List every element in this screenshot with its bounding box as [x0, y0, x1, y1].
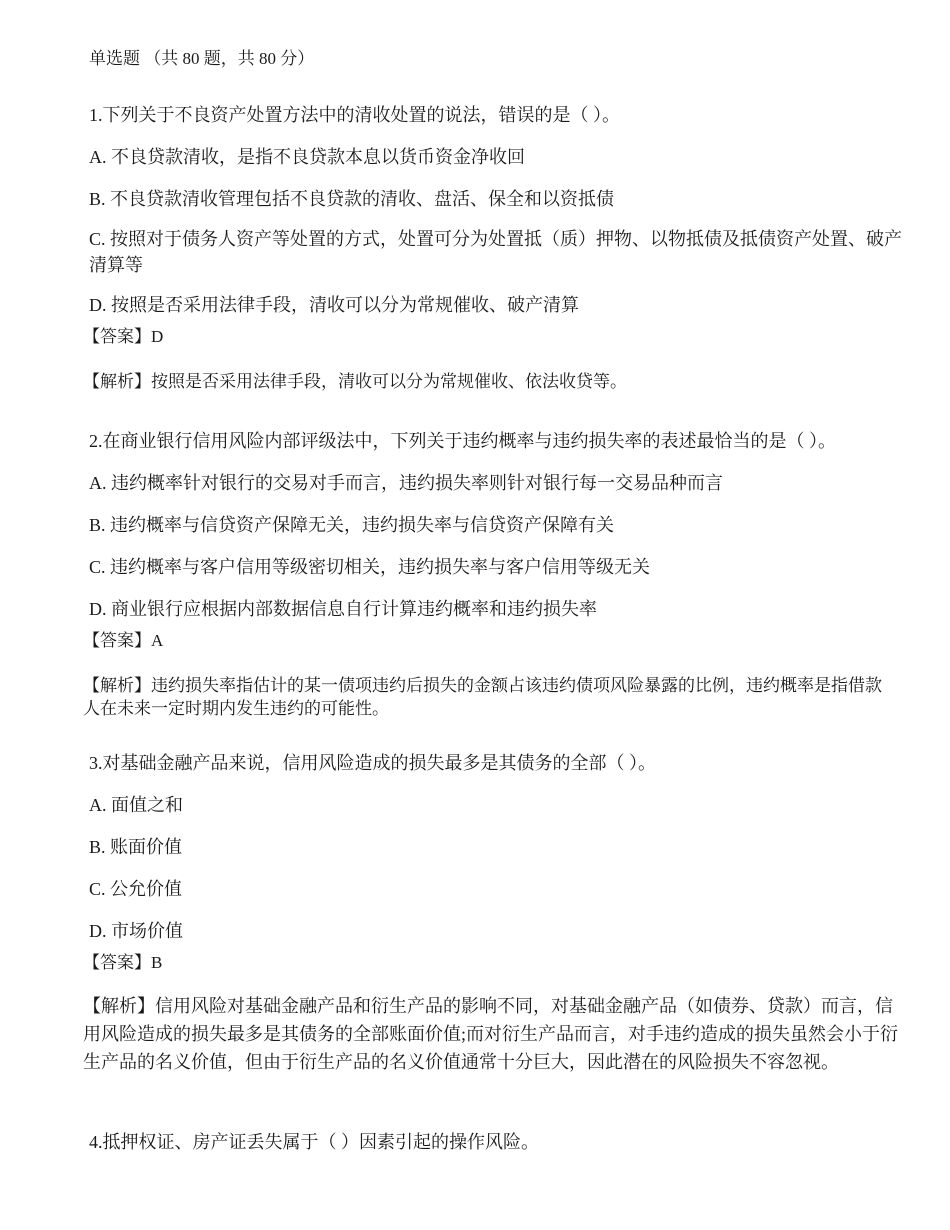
option-d: D. 按照是否采用法律手段，清收可以分为常规催收、破产清算	[89, 295, 579, 315]
question-4	[89, 1131, 904, 1153]
analysis: 【解析】违约损失率指估计的某一债项违约后损失的金额占该违约债项风险暴露的比例，违约概率是指借款人在未来一定时期内发生违约的可能性。	[83, 676, 882, 718]
question-stem: 3.对基础金融产品来说，信用风险造成的损失最多是其债务的全部（ ）。	[89, 753, 656, 773]
question-stem: 4.抵押权证、房产证丢失属于（ ）因素引起的操作风险。	[89, 1132, 539, 1152]
question-3	[83, 752, 904, 1076]
question-stem: 1.下列关于不良资产处置方法中的清收处置的说法，错误的是（ ）。	[89, 105, 620, 125]
option-a: A. 违约概率针对银行的交易对手而言，违约损失率则针对银行每一交易品种而言	[89, 473, 723, 493]
option-b: B. 账面价值	[89, 837, 183, 857]
option-d: D. 商业银行应根据内部数据信息自行计算违约概率和违约损失率	[89, 599, 597, 619]
analysis: 【解析】信用风险对基础金融产品和衍生产品的影响不同，对基础金融产品（如债券、贷款）而言，信用风险造成的损失最多是其债务的全部账面价值;而对衍生产品而言，对手违约造成的损失虽然会小于衍生产品的名义价值，但由于衍生产品的名义价值通常十分巨大，因此潜在的风险损失不容忽视。	[83, 996, 898, 1072]
answer: 【答案】D	[83, 327, 164, 346]
answer: 【答案】B	[83, 953, 163, 972]
answer: 【答案】A	[83, 631, 164, 650]
option-a: A. 不良贷款清收，是指不良贷款本息以货币资金净收回	[89, 147, 525, 167]
question-2	[83, 430, 904, 720]
question-1	[83, 104, 904, 393]
question-stem: 2.在商业银行信用风险内部评级法中，下列关于违约概率与违约损失率的表述最恰当的是（ ）。	[89, 431, 836, 451]
option-b: B. 违约概率与信贷资产保障无关，违约损失率与信贷资产保障有关	[89, 515, 615, 535]
analysis: 【解析】按照是否采用法律手段，清收可以分为常规催收、依法收贷等。	[83, 372, 627, 391]
option-b: B. 不良贷款清收管理包括不良贷款的清收、盘活、保全和以资抵债	[89, 189, 615, 209]
option-a: A. 面值之和	[89, 795, 183, 815]
option-c: C. 违约概率与客户信用等级密切相关，违约损失率与客户信用等级无关	[89, 557, 651, 577]
option-c: C. 按照对于债务人资产等处置的方式，处置可分为处置抵（质）押物、以物抵债及抵债资产处置、破产清算等	[89, 229, 903, 275]
option-d: D. 市场价值	[89, 921, 183, 941]
option-c: C. 公允价值	[89, 879, 183, 899]
section-title: 单选题 （共 80 题，共 80 分）	[89, 49, 315, 68]
